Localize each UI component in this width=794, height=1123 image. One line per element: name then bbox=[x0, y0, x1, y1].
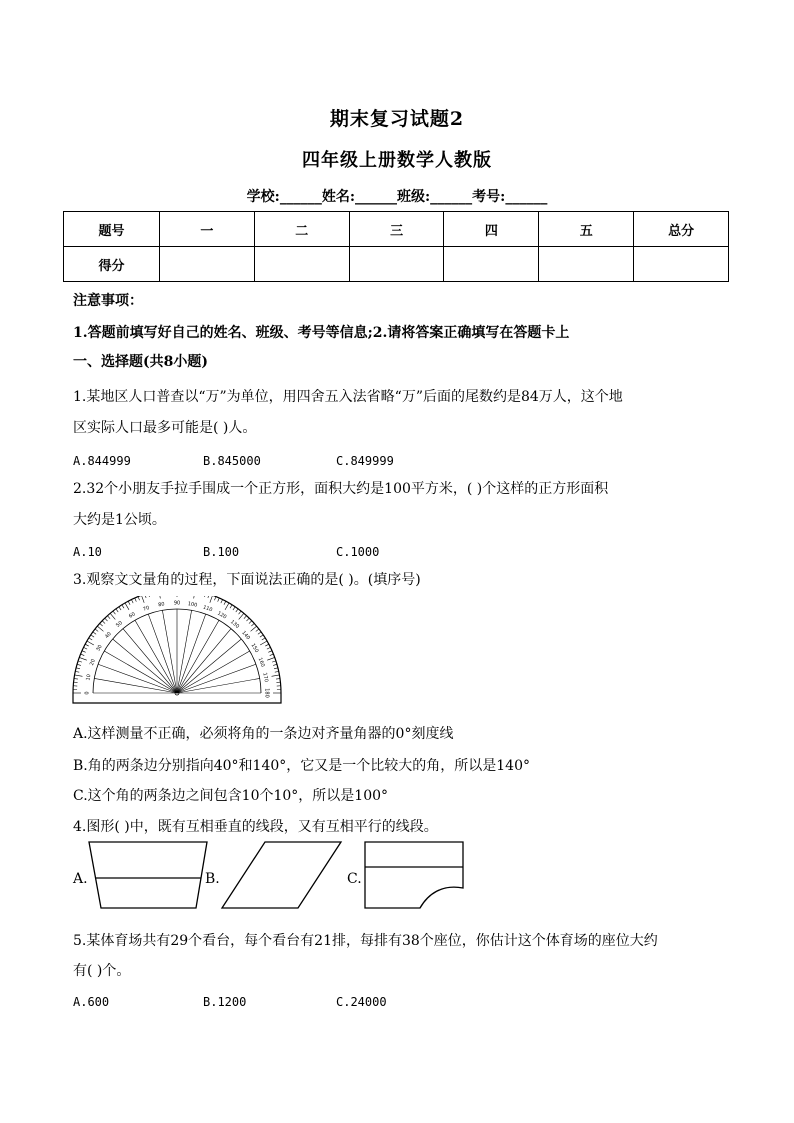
question-5-stem-line2: 有( )个。 bbox=[73, 963, 131, 979]
svg-text:70: 70 bbox=[142, 604, 151, 613]
question-3-option-a[interactable]: A.这样测量不正确，必须将角的一条边对齐量角器的0°刻度线 bbox=[73, 726, 454, 742]
svg-text:40: 40 bbox=[104, 631, 113, 640]
figure-label-a[interactable]: A. bbox=[73, 871, 88, 887]
option-b[interactable]: B.845000 bbox=[203, 454, 261, 468]
notes-line: 1.答题前填写好自己的姓名、班级、考号等信息;2.请将答案正确填写在答题卡上 bbox=[73, 325, 570, 341]
protractor-figure bbox=[70, 596, 284, 706]
score-table-header-row bbox=[64, 212, 729, 247]
question-2-stem-line2: 大约是1公顷。 bbox=[73, 512, 166, 528]
question-3-stem: 3.观察文文量角的过程，下面说法正确的是( )。(填序号) bbox=[73, 572, 421, 588]
svg-text:60: 60 bbox=[127, 611, 137, 620]
question-1-stem-line1: 1.某地区人口普查以“万”为单位，用四舍五入法省略“万”后面的尾数约是84万人，这个地 bbox=[73, 389, 623, 405]
score-cell[interactable] bbox=[634, 247, 729, 282]
svg-text:50: 50 bbox=[115, 620, 124, 629]
score-table-header-cell: 题号 bbox=[64, 212, 160, 247]
question-5-stem-line1: 5.某体育场共有29个看台，每个看台有21排，每排有38个座位，你估计这个体育场的座位大约 bbox=[73, 933, 658, 949]
svg-text:90: 90 bbox=[173, 600, 181, 607]
svg-text:150: 150 bbox=[249, 642, 260, 654]
option-a[interactable]: A.10 bbox=[73, 545, 102, 559]
svg-text:180: 180 bbox=[263, 688, 270, 698]
page-title: 期末复习试题2 bbox=[329, 108, 465, 130]
svg-text:120: 120 bbox=[216, 610, 228, 621]
question-2-stem-line1: 2.32个小朋友手拉手围成一个正方形，面积大约是100平方米，( )个这样的正方形面积 bbox=[73, 481, 609, 497]
option-b[interactable]: B.100 bbox=[203, 545, 240, 559]
svg-text:110: 110 bbox=[202, 604, 214, 614]
score-table-header-cell: 一 bbox=[160, 212, 255, 247]
figure-label-b[interactable]: B. bbox=[205, 871, 220, 887]
svg-text:30: 30 bbox=[95, 643, 104, 653]
question-1-stem-line2: 区实际人口最多可能是( )人。 bbox=[73, 420, 257, 436]
score-cell[interactable] bbox=[349, 247, 444, 282]
option-a[interactable]: A.844999 bbox=[73, 454, 131, 468]
section-heading: 一、选择题(共8小题) bbox=[73, 354, 208, 370]
score-cell[interactable] bbox=[444, 247, 539, 282]
score-table-header-cell: 三 bbox=[349, 212, 444, 247]
svg-text:160: 160 bbox=[256, 656, 266, 668]
question-3-option-c[interactable]: C.这个角的两条边之间包含10个10°，所以是100° bbox=[73, 788, 389, 804]
score-row-label: 得分 bbox=[64, 247, 160, 282]
protractor-icon bbox=[73, 596, 281, 703]
svg-text:20: 20 bbox=[88, 658, 97, 667]
option-c[interactable]: C.849999 bbox=[336, 454, 394, 468]
svg-text:140: 140 bbox=[240, 629, 251, 642]
score-table bbox=[63, 211, 729, 282]
option-b[interactable]: B.1200 bbox=[203, 995, 247, 1009]
svg-text:10: 10 bbox=[85, 673, 93, 682]
trapezoid-figure bbox=[86, 840, 210, 910]
score-cell[interactable] bbox=[539, 247, 634, 282]
svg-text:100: 100 bbox=[187, 601, 198, 609]
score-table-header-cell: 四 bbox=[444, 212, 539, 247]
svg-text:0: 0 bbox=[84, 691, 91, 695]
score-table-header-cell: 二 bbox=[254, 212, 349, 247]
parallelogram-figure bbox=[220, 840, 344, 910]
svg-text:80: 80 bbox=[157, 601, 166, 609]
figure-label-c[interactable]: C. bbox=[347, 871, 362, 887]
student-info-line: 学校:______姓名:______班级:______考号:______ bbox=[246, 189, 548, 205]
notes-heading: 注意事项： bbox=[73, 293, 143, 309]
score-cell[interactable] bbox=[254, 247, 349, 282]
option-c[interactable]: C.1000 bbox=[336, 545, 380, 559]
svg-text:130: 130 bbox=[228, 619, 241, 630]
question-4-stem: 4.图形( )中，既有互相垂直的线段，又有互相平行的线段。 bbox=[73, 819, 438, 835]
score-table-header-cell: 五 bbox=[539, 212, 634, 247]
parallelogram-shape bbox=[222, 842, 341, 908]
svg-text:170: 170 bbox=[261, 672, 269, 683]
curved-shape bbox=[365, 842, 463, 908]
score-table-score-row bbox=[64, 247, 729, 282]
score-table-header-cell: 总分 bbox=[634, 212, 729, 247]
trapezoid-shape bbox=[89, 842, 207, 908]
question-3-option-b[interactable]: B.角的两条边分别指向40°和140°，它又是一个比较大的角，所以是140° bbox=[73, 758, 530, 774]
option-c[interactable]: C.24000 bbox=[336, 995, 387, 1009]
score-cell[interactable] bbox=[160, 247, 255, 282]
page-subtitle: 四年级上册数学人教版 bbox=[302, 150, 492, 171]
option-a[interactable]: A.600 bbox=[73, 995, 110, 1009]
curved-figure bbox=[362, 840, 466, 912]
